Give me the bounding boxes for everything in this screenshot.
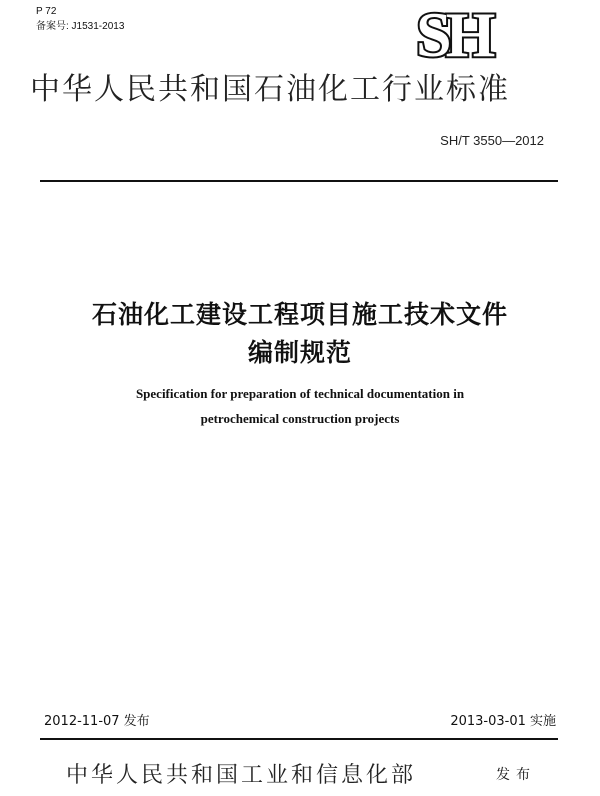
- title-en-line-2: petrochemical construction projects: [200, 411, 400, 426]
- issue-date: 2012-11-07 发布: [44, 714, 150, 729]
- standard-number: SH/T 3550—2012: [440, 133, 544, 148]
- title-zh-line-1: 石油化工建设工程项目施工技术文件: [91, 300, 508, 329]
- implementation-date: 2013-03-01 实施: [450, 714, 556, 729]
- issuer-heading: 中华人民共和国石油化工行业标准: [30, 72, 510, 107]
- sh-logo-text: SH: [416, 4, 490, 62]
- classification-code: P 72: [36, 6, 57, 17]
- bottom-divider: [40, 738, 558, 740]
- publisher-name: 中华人民共和国工业和信息化部: [66, 763, 417, 788]
- filing-number: 备案号: J1531-2013: [36, 21, 125, 32]
- title-en-line-1: Specification for preparation of technical documentation in: [135, 386, 465, 401]
- title-zh-line-2: 编制规范: [247, 338, 352, 367]
- sh-logo: [414, 4, 544, 62]
- publish-label: 发布: [496, 767, 536, 783]
- top-divider: [40, 180, 558, 182]
